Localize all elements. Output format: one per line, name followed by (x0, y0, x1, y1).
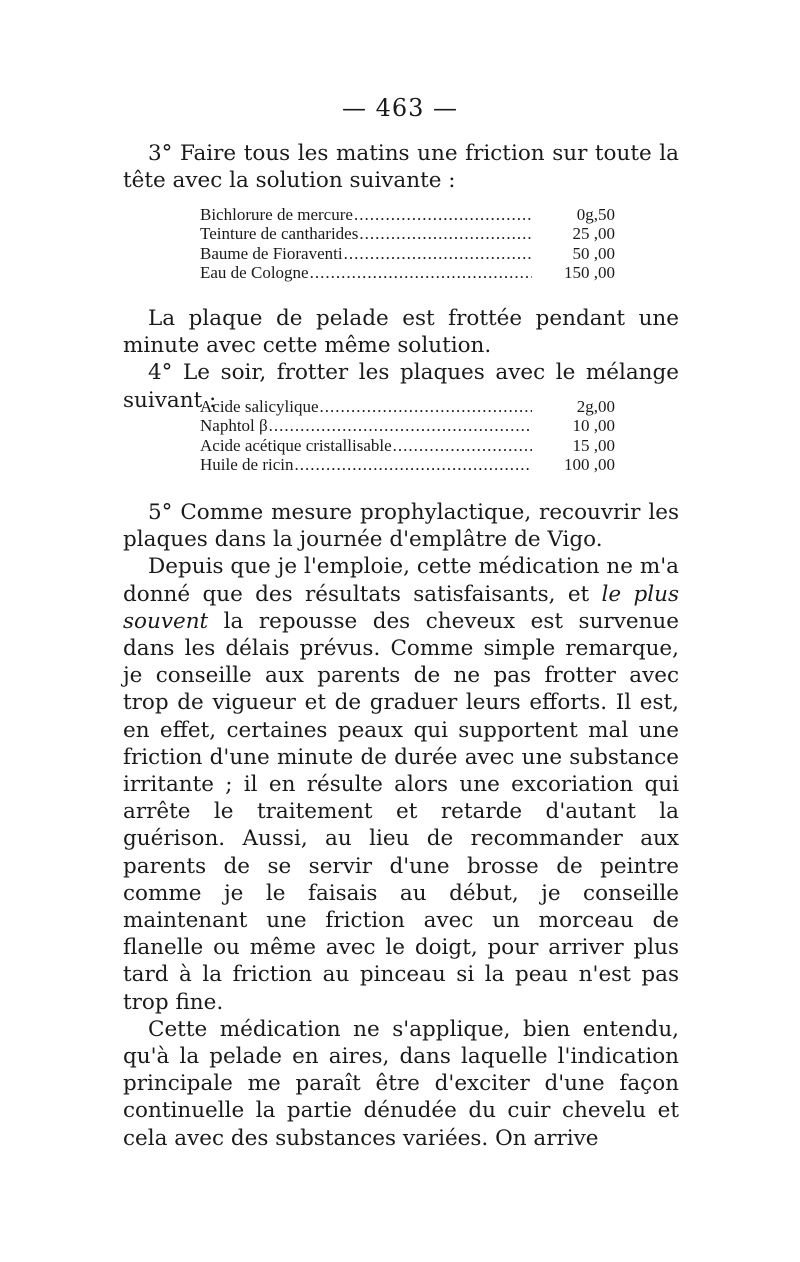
ingredient-name: Bichlorure de mercure (200, 205, 353, 224)
dot-leader (359, 224, 532, 243)
page-number: — 463 — (341, 94, 459, 122)
section-3-text: 3° Faire tous les matins une friction sur toute la tête avec la solution suivante : (123, 141, 679, 194)
section-3 (123, 140, 679, 194)
ingredient-name: Huile de ricin (200, 454, 294, 474)
ingredient-quantity: 10 ,00 (572, 416, 615, 436)
bottom-text (123, 499, 679, 1152)
dot-leader (320, 397, 533, 416)
ingredient-quantity: 0g,50 (576, 205, 615, 224)
dot-leader (344, 244, 532, 263)
recipe-row (200, 244, 615, 263)
ingredient-quantity: 100 ,00 (564, 454, 615, 474)
recipe-row (200, 455, 615, 474)
ingredient-name: Baume de Fioraventi (200, 243, 343, 263)
section-4-text: 4° Le soir, frotter les plaques avec le mélange suivant : (123, 360, 679, 413)
section-5-text: 5° Comme mesure prophylactique, recouvrir les plaques dans la journée d'emplâtre de Vigo. (123, 500, 679, 553)
recipe-row (200, 436, 615, 455)
ingredient-name: Acide salicylique (200, 397, 319, 416)
recipe-row (200, 224, 615, 243)
paragraph-text: Depuis que je l'emploie, cette médication ne m'a donné que des résultats satisfaisants, et (123, 554, 679, 607)
ingredient-quantity: 15 ,00 (572, 435, 615, 455)
recipe-row (200, 397, 615, 416)
italic-emphasis: le plus souvent (123, 581, 679, 634)
dot-leader (294, 455, 532, 474)
ingredient-name: Acide acétique cristallisable (200, 435, 392, 455)
dot-leader (354, 205, 532, 224)
paragraph (123, 553, 679, 1015)
ingredient-quantity: 150 ,00 (564, 262, 615, 282)
recipe-row (200, 205, 615, 224)
recipe-1 (200, 205, 615, 282)
paragraph: La plaque de pelade est frottée pendant une minute avec cette même solution. (123, 306, 679, 359)
ingredient-name: Naphtol β (200, 416, 268, 436)
paragraph-text: la repousse des cheveux est survenue dans les délais prévus. Comme simple remarque, je conseille aux parents de ne pas frotter avec trop de vigueur et de graduer leurs efforts. Il est, en effet, certaines peaux qui supportent mal une friction d'une minute de durée avec une substance irritante ; il en résulte alors une excoriation qui arrête le traitement et retarde d'autant la guérison. Aussi, au lieu de recommander aux parents de se servir d'une brosse de peintre comme je le faisais au début, je conseille maintenant une friction avec un morceau de flanelle ou même avec le doigt, pour arriver plus tard à la friction au pinceau si la peau n'est pas trop fine. (123, 608, 679, 1015)
ingredient-quantity: 50 ,00 (572, 243, 615, 263)
paragraph: Cette médication ne s'applique, bien entendu, qu'à la pelade en aires, dans laquelle l'indication principale me paraît être d'exciter d'une façon continuelle la partie dénudée du cuir chevelu et cela avec des substances variées. On arrive (123, 1016, 679, 1151)
ingredient-name: Teinture de cantharides (200, 224, 359, 244)
recipe-row (200, 263, 615, 282)
ingredient-quantity: 2g,00 (576, 397, 615, 416)
dot-leader (269, 416, 532, 435)
recipe-row (200, 416, 615, 435)
recipe-2 (200, 397, 615, 474)
dot-leader (393, 436, 532, 455)
ingredient-name: Eau de Cologne (200, 262, 309, 282)
ingredient-quantity: 25 ,00 (572, 224, 615, 244)
dot-leader (310, 263, 532, 282)
